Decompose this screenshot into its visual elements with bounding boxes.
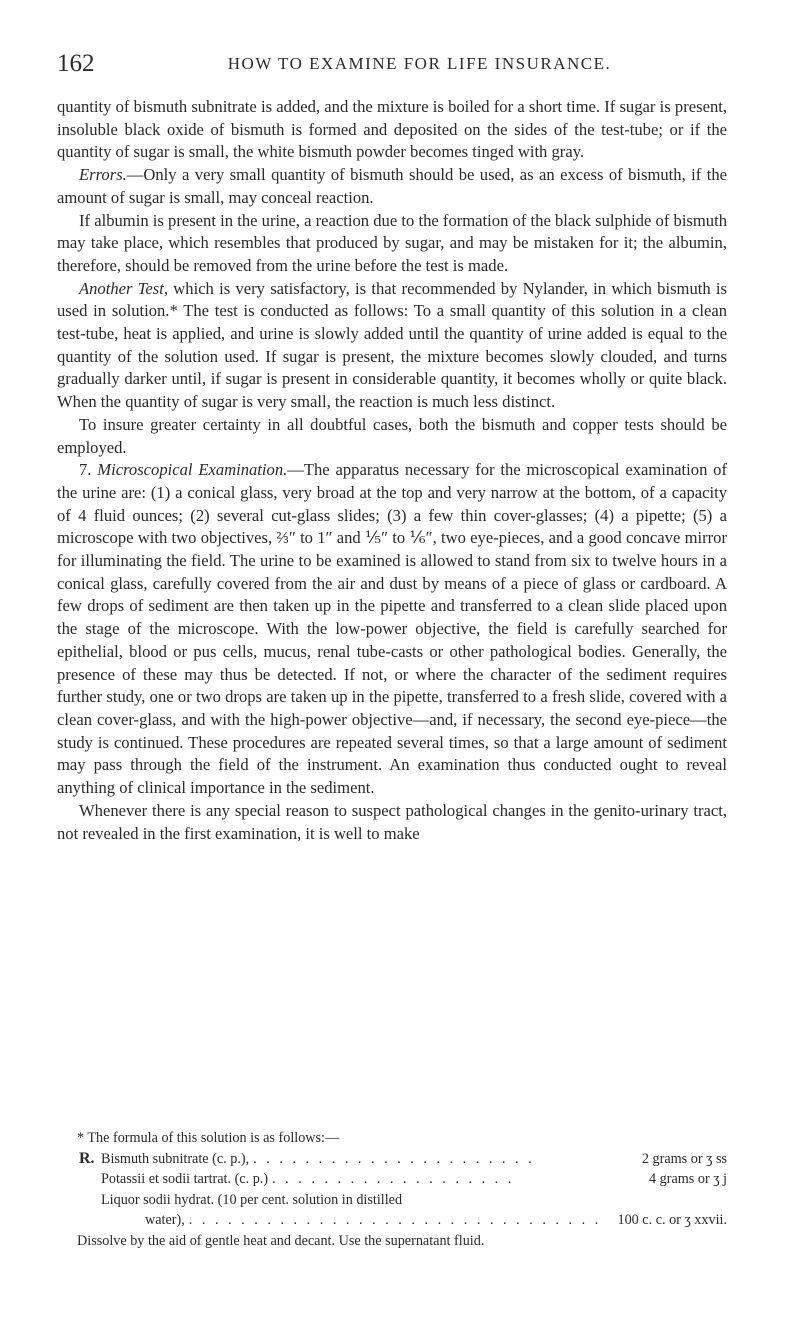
microscopical-label: Microscopical Examination. [97,460,288,480]
paragraph-albumin: If albumin is present in the urine, a reaction due to the formation of the black sulphide of bismuth may take place, which resembles that produced by sugar, and may be mistaken for it; the albumin, therefore, should be removed from the urine before the test is made. [57,210,727,275]
formula-ingredient: Potassii et sodii tartrat. (c. p.) [101,1171,269,1188]
running-title: HOW TO EXAMINE FOR LIFE INSURANCE. [227,54,612,73]
paragraph-certainty: To insure greater certainty in all doubtful cases, both the bismuth and copper tests should be employed. [57,414,727,457]
section-number: 7. [79,460,98,480]
errors-label: Errors. [79,165,127,185]
formula-row [57,1169,727,1190]
formula-quantity: 100 c. c. or ʒ xxvii. [617,1212,727,1229]
main-text [57,96,727,845]
footnote-instructions: Dissolve by the aid of gentle heat and decant. Use the supernatant fluid. [77,1232,485,1249]
footnote [57,1128,727,1252]
page-header [57,50,727,80]
formula-ingredient-cont: water), [145,1212,185,1229]
paragraph-bismuth-test: quantity of bismuth subnitrate is added, and the mixture is boiled for a short time. If sugar is present, insoluble black oxide of bismuth is formed and deposited on the sides of the test-tube; or if the quantity of sugar is small, the white bismuth powder becomes tinged with gray. [57,97,727,162]
leader-dots: . . . . . . . . . . . . . . . . . . . [272,1171,515,1188]
leader-dots: . . . . . . . . . . . . . . . . . . . . . . . . . . . . . . . . [188,1212,602,1229]
paragraph-microscopical: 7. Microscopical Examination.—The apparatus necessary for the microscopical examination of the urine are: (1) a conical glass, very broad at the top and very narrow at the bottom, of a capacity of 4 fluid ounces; (2) several cut-glass slides; (3) a few thin cover-glasses; (4) a pipette; (5) a microscope with two objectives, ⅔″ to 1″ and ⅕″ to ⅙″, two eye-pieces, and a good concave mirror for illuminating the field. The urine to be examined is allowed to stand from six to twelve hours in a conical glass, carefully covered from the air and dust by means of a piece of glass or cardboard. A few drops of sediment are then taken up in the pipette and transferred to a clean slide placed upon the stage of the microscope. With the low-power objective, the field is carefully searched for epithelial, blood or pus cells, mucus, renal tube-casts or other pathological bodies. Generally, the presence of these may thus be detected. If not, or where the character of the sediment requires further study, one or two drops are taken up in the pipette, transferred to a fresh slide, covered with a clean cover-glass, and with the high-power objective—and, if necessary, the second eye-piece—the study is continued. These procedures are repeated several times, so that a large amount of sediment may pass through the field of the instrument. An examination thus conducted ought to reveal anything of clinical importance in the sediment. [57,460,728,798]
recipe-symbol: R. [79,1149,95,1167]
formula-quantity: 2 grams or ʒ ss [641,1150,727,1167]
leader-dots: . . . . . . . . . . . . . . . . . . . . . . [253,1150,535,1167]
formula-quantity: 4 grams or ʒ j [648,1171,727,1188]
paragraph-errors: Errors.—Only a very small quantity of bismuth should be used, as an excess of bismuth, if the amount of sugar is small, may conceal reaction. [57,165,727,207]
formula-ingredient: Liquor sodii hydrat. (10 per cent. solution in distilled [101,1191,403,1208]
paragraph-another-test: Another Test, which is very satisfactory, is that recommended by Nylander, in which bismuth is used in solution.* The test is conducted as follows: To a small quantity of this solution in a clean test-tube, heat is applied, and urine is slowly added until the quantity of urine added is equal to the quantity of the solution used. If sugar is present, the mixture becomes slowly clouded, and turns gradually darker until, if sugar is present in considerable quantity, it becomes wholly or quite black. When the quantity of sugar is very small, the reaction is much less distinct. [57,278,727,412]
another-test-label: Another Test, [79,278,169,298]
page-number: 162 [57,50,95,77]
formula-row [57,1149,727,1170]
formula-row [57,1190,727,1211]
formula-row-continued [57,1210,727,1231]
formula-ingredient: Bismuth subnitrate (c. p.), [101,1150,250,1167]
paragraph-genito-urinary: Whenever there is any special reason to suspect pathological changes in the genito-urinary tract, not revealed in the first examination, it is well to make [57,800,727,843]
footnote-intro: * The formula of this solution is as follows:— [77,1130,340,1146]
